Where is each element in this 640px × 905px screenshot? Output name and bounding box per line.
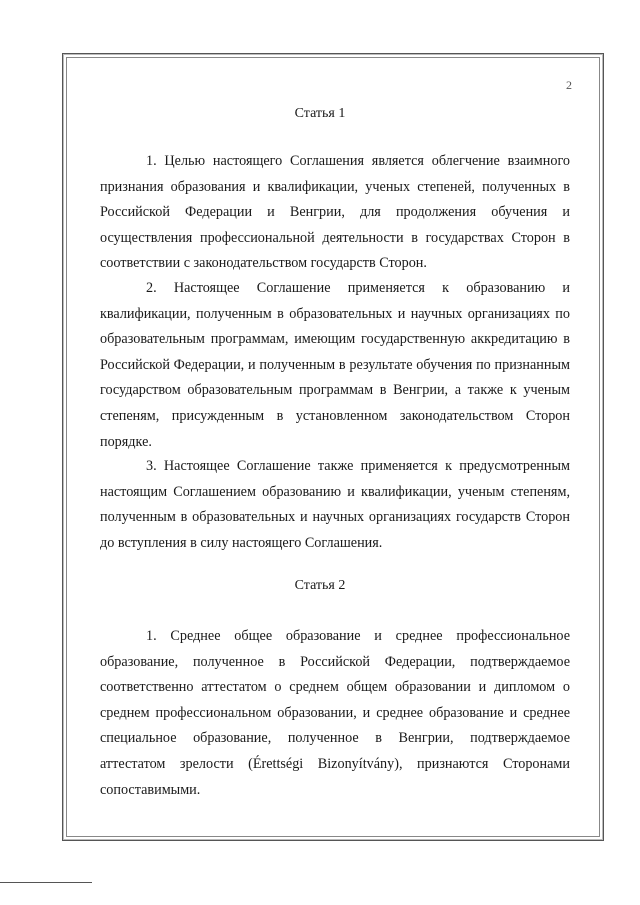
article-1-paragraph-3: 3. Настоящее Соглашение также применяется к предусмотренным настоящим Соглашением образованию и квалификации, ученым степеням, полученным в образовательных и научных организациях государств Сторон до вступления в силу настоящего Соглашения. [100, 458, 570, 551]
page-number: 2 [566, 78, 572, 92]
article-2-heading: Статья 2 [294, 578, 346, 593]
scan-edge-line [0, 882, 92, 883]
article-1-paragraph-1: 1. Целью настоящего Соглашения является облегчение взаимного признания образования и квалификации, ученых степеней, полученных в Российской Федерации и Венгрии, для продолжения обучения и осуществления профессиональной деятельности в государствах Сторон в соответствии с законодательством государств Сторон. [100, 153, 570, 272]
article-1-heading: Статья 1 [294, 106, 346, 121]
article-1-paragraph-2: 2. Настоящее Соглашение применяется к образованию и квалификации, полученным в образовательных и научных организациях по образовательным программам, имеющим государственную аккредитацию в Российской Федерации, и полученным в результате обучения по признанным государством образовательным программам в Венгрии, а также к ученым степеням, присужденным в установленном законодательством Сторон порядке. [100, 280, 570, 450]
article-2-paragraph-1: 1. Среднее общее образование и среднее профессиональное образование, полученное в Российской Федерации, подтверждаемое соответственно аттестатом о среднем общем образовании и дипломом о среднем профессиональном образовании, и среднее образование и среднее специальное образование, полученное в Венгрии, подтверждаемое аттестатом зрелости (Érettségi Bizonyítvány), признаются Сторонами сопоставимыми. [100, 628, 570, 798]
